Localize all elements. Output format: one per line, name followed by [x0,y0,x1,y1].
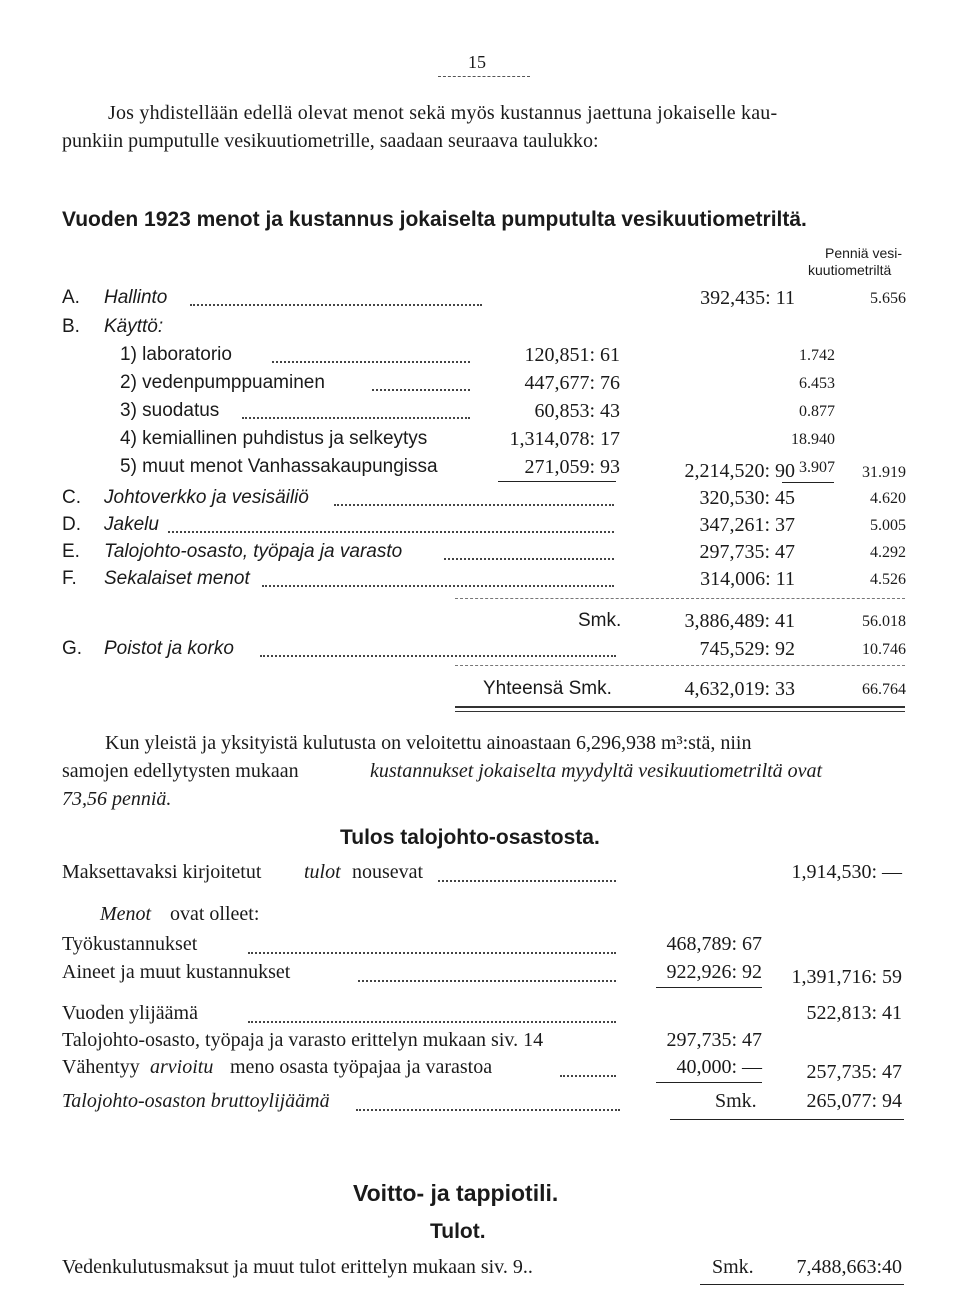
row-c-pennia: 4.620 [870,490,906,507]
tyokustannukset-leader [248,952,616,954]
income-value: 1,914,530: — [791,861,902,883]
row-b3-amount: 60,853: 43 [534,400,620,422]
grand-total-double-rule-2 [455,711,905,712]
row-c-letter: C. [62,487,81,508]
row-b1-leader [272,361,470,363]
menot-label-rest: ovat olleet: [170,903,260,925]
row-c-total: 320,530: 45 [699,487,795,509]
row-g-total: 745,529: 92 [699,638,795,660]
row-g-leader [260,655,616,657]
row-f-total: 314,006: 11 [700,568,795,590]
row-c-leader [334,504,614,506]
brutto-label: Talojohto-osaston bruttoylijäämä [62,1090,330,1112]
row-e-label: Talojohto-osasto, työpaja ja varasto [104,541,403,562]
vahentyy-leader [560,1075,616,1077]
row-d-leader [168,531,614,533]
row-d-pennia: 5.005 [870,517,906,534]
grand-total-label: Yhteensä Smk. [483,678,612,699]
tyokustannukset-value: 468,789: 67 [666,933,762,955]
row-a-pennia: 5.656 [870,290,906,307]
brutto-smk: Smk. [715,1090,757,1112]
row-b4-sub-pennia: 18.940 [791,431,835,448]
row-e-letter: E. [62,541,80,562]
grand-total-double-rule-1 [455,706,905,708]
grand-total-rule-top [455,665,905,666]
intro-line-1: Jos yhdistellään edellä olevat menot sekä myös kustannus jaettuna jokaiselle kau- [108,102,778,124]
row-d-label: Jakelu [104,514,159,535]
row-b3-sub-pennia: 0.877 [799,403,835,420]
aineet-label: Aineet ja muut kustannukset [62,961,291,983]
vahentyy-label-b: arvioitu [150,1056,214,1078]
row-b3-label: 3) suodatus [120,400,220,421]
row-f-letter: F. [62,568,77,589]
section3-line-value: 7,488,663:40 [796,1256,902,1278]
grand-total-pennia: 66.764 [862,681,906,698]
section3-title: Voitto- ja tappiotili. [353,1180,559,1206]
note-line-2b: kustannukset jokaiselta myydyltä vesikuutiometriltä ovat [370,760,823,782]
grand-total-value: 4,632,019: 33 [684,678,795,700]
section3-subtitle: Tulot. [430,1220,486,1243]
income-label-b: tulot [304,861,341,883]
row-b-letter: B. [62,316,80,337]
menot-total: 1,391,716: 59 [791,966,902,988]
row-b5-pennia: 31.919 [862,464,906,481]
ylijaama-value: 522,813: 41 [806,1002,902,1024]
row-g-label: Poistot ja korko [104,638,234,659]
row-b5-sub-pennia-underline [782,482,834,483]
section3-line-label: Vedenkulutusmaksut ja muut tulot erittelyn mukaan siv. 9.. [62,1256,533,1278]
row-a-letter: A. [62,287,80,308]
vahentyy-label-c: meno osasta työpajaa ja varastoa [230,1056,493,1078]
income-leader [438,880,616,882]
row-b1-amount: 120,851: 61 [524,344,620,366]
tyokustannukset-label: Työkustannukset [62,933,198,955]
row-b5-sub-pennia: 3.907 [799,459,835,476]
col-header-line-2: kuutiometriltä [808,262,892,278]
row-b2-amount: 447,677: 76 [524,372,620,394]
row-e-pennia: 4.292 [870,544,906,561]
row-b4-label: 4) kemiallinen puhdistus ja selkeytys [120,428,428,449]
row-b5-label: 5) muut menot Vanhassakaupungissa [120,456,438,477]
row-b1-label: 1) laboratorio [120,344,232,365]
row-f-leader [262,585,614,587]
section3-line-smk: Smk. [712,1256,754,1278]
row-b5-amount: 271,059: 93 [524,456,620,478]
aineet-leader [358,980,616,982]
row-f-label: Sekalaiset menot [104,568,250,589]
section3-line-rule [700,1284,904,1285]
row-b2-leader [372,389,470,391]
vahennys-total: 257,735: 47 [806,1061,902,1083]
subtotal-label: Smk. [578,610,622,631]
brutto-value: 265,077: 94 [806,1090,902,1112]
row-b5-total: 2,214,520: 90 [684,460,795,482]
erittely-value: 297,735: 47 [666,1029,762,1051]
intro-line-2: punkiin pumputulle vesikuutiometrille, saadaan seuraava taulukko: [62,130,599,152]
row-b1-sub-pennia: 1.742 [799,347,835,364]
ylijaama-leader [248,1021,616,1023]
income-label-a: Maksettavaksi kirjoitetut [62,861,262,883]
note-line-3: 73,56 penniä. [62,788,172,810]
row-a-total: 392,435: 11 [700,287,795,309]
row-b5-amount-underline [498,481,616,482]
table1-title: Vuoden 1923 menot ja kustannus jokaiselta pumputulta vesikuutiometriltä. [62,208,807,231]
note-line-2a: samojen edellytysten mukaan [62,760,299,782]
row-a-label: Hallinto [104,287,168,308]
row-d-letter: D. [62,514,81,535]
erittely-label: Talojohto-osasto, työpaja ja varasto erittelyn mukaan siv. 14 [62,1029,544,1051]
subtotal-rule [455,598,905,599]
aineet-value: 922,926: 92 [666,961,762,983]
section2-title: Tulos talojohto-osastosta. [340,826,600,849]
page-number-rule [438,76,530,77]
row-e-total: 297,735: 47 [699,541,795,563]
income-label-c: nousevat [352,861,424,883]
row-e-leader [444,558,614,560]
row-b4-amount: 1,314,078: 17 [509,428,620,450]
brutto-leader [356,1109,620,1111]
row-f-pennia: 4.526 [870,571,906,588]
note-line-1: Kun yleistä ja yksityistä kulutusta on veloitettu ainoastaan 6,296,938 m³:stä, niin [105,732,752,754]
subtotal-pennia: 56.018 [862,613,906,630]
row-b2-sub-pennia: 6.453 [799,375,835,392]
row-b2-label: 2) vedenpumppuaminen [120,372,325,393]
menot-label: Menot [100,903,152,925]
row-b-label: Käyttö: [104,316,164,337]
vahentyy-value: 40,000: — [676,1056,762,1078]
page-number: 15 [468,52,486,72]
row-g-letter: G. [62,638,83,659]
row-d-total: 347,261: 37 [699,514,795,536]
row-g-pennia: 10.746 [862,641,906,658]
row-b3-leader [242,417,470,419]
vahentyy-label-a: Vähentyy [62,1056,140,1078]
ylijaama-label: Vuoden ylijäämä [62,1002,198,1024]
brutto-rule [670,1119,904,1120]
subtotal-value: 3,886,489: 41 [684,610,795,632]
col-header-line-1: Penniä vesi- [825,245,903,261]
row-a-leader [190,304,482,306]
row-c-label: Johtoverkko ja vesisäiliö [104,487,309,508]
